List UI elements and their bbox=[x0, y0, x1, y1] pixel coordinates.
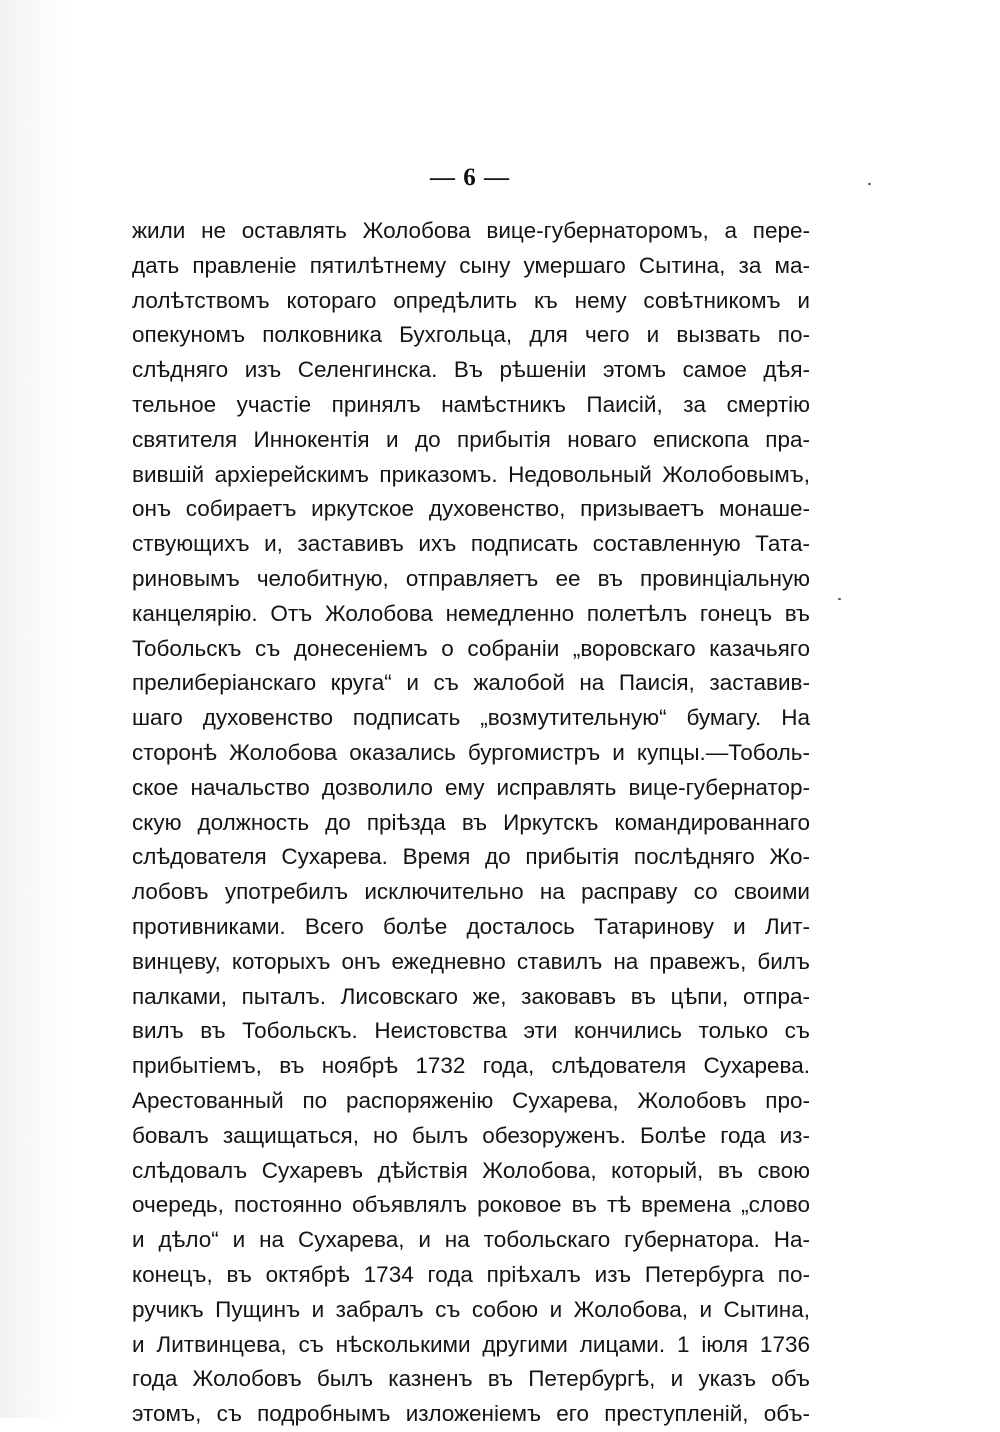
text-line: слѣдователя Сухарева. Время до прибытія послѣдняго Жо- bbox=[132, 844, 810, 870]
text-line: лолѣтствомъ котораго опредѣлить къ нему совѣтникомъ и bbox=[132, 287, 810, 313]
text-line: и дѣло“ и на Сухарева, и на тобольскаго губернатора. На- bbox=[132, 1227, 810, 1253]
text-line: скую должность до пріѣзда въ Иркутскъ командированнаго bbox=[132, 809, 810, 835]
text-line: палками, пыталъ. Лисовскаго же, заковавъ въ цѣпи, отпра- bbox=[132, 983, 810, 1009]
text-line: Арестованный по распоряженію Сухарева, Жолобовъ про- bbox=[132, 1087, 810, 1113]
text-line: года Жолобовъ былъ казненъ въ Петербургѣ, и указъ объ bbox=[132, 1366, 810, 1392]
scan-speck bbox=[868, 183, 871, 185]
text-line: риновымъ челобитную, отправляетъ ее въ провинціальную bbox=[132, 565, 810, 591]
text-line: сторонѣ Жолобова оказались бургомистръ и купцы.—Тоболь- bbox=[132, 739, 810, 765]
text-line: слѣдовалъ Сухаревъ дѣйствія Жолобова, который, въ свою bbox=[132, 1157, 810, 1183]
scan-speck bbox=[838, 598, 841, 600]
text-line: противниками. Всего болѣе досталось Татаринову и Лит- bbox=[132, 913, 810, 939]
text-line: очередь, постоянно объявлялъ роковое въ тѣ времена „слово bbox=[132, 1192, 810, 1218]
text-line: лобовъ употребилъ исключительно на расправу со своими bbox=[132, 879, 810, 905]
text-line: вилъ въ Тобольскъ. Неистовства эти кончились только съ bbox=[132, 1018, 810, 1044]
text-line: шаго духовенство подписать „возмутительную“ бумагу. На bbox=[132, 705, 810, 731]
text-line: ручикъ Пущинъ и забралъ съ собою и Жолобова, и Сытина, bbox=[132, 1296, 810, 1322]
text-line: опекуномъ полковника Бухгольца, для чего и вызвать по- bbox=[132, 322, 810, 348]
text-line: конецъ, въ октябрѣ 1734 года пріѣхалъ изъ Петербурга по- bbox=[132, 1261, 810, 1287]
text-line: прибытіемъ, въ ноябрѣ 1732 года, слѣдователя Сухарева. bbox=[132, 1053, 810, 1079]
text-line: дать правленіе пятилѣтнему сыну умершаго Сытина, за ма- bbox=[132, 252, 810, 278]
text-line: прелиберіанскаго круга“ и съ жалобой на Паисія, заставив- bbox=[132, 670, 810, 696]
text-line: слѣдняго изъ Селенгинска. Въ рѣшеніи этомъ самое дѣя- bbox=[132, 357, 810, 383]
text-line: вившій архіерейскимъ приказомъ. Недовольный Жолобовымъ, bbox=[132, 461, 810, 487]
text-line: этомъ, съ подробнымъ изложеніемъ его преступленій, объ- bbox=[132, 1401, 810, 1427]
page-edge-shadow bbox=[0, 0, 70, 1418]
text-line: жили не оставлять Жолобова вице-губернаторомъ, а пере- bbox=[132, 218, 810, 243]
text-line: ствующихъ и, заставивъ ихъ подписать составленную Тата- bbox=[132, 531, 810, 557]
text-line: Тобольскъ съ донесеніемъ о собраніи „воровскаго казачьяго bbox=[132, 635, 810, 661]
text-line: ское начальство дозволило ему исправлять вице-губернатор- bbox=[132, 774, 810, 800]
text-line: винцеву, которыхъ онъ ежедневно ставилъ на правежъ, билъ bbox=[132, 948, 810, 974]
body-text bbox=[132, 214, 810, 1432]
text-line: канцелярію. Отъ Жолобова немедленно полетѣлъ гонецъ въ bbox=[132, 600, 810, 626]
text-line: святителя Иннокентія и до прибытія новаго епископа пра- bbox=[132, 426, 810, 452]
text-line: онъ собираетъ иркутское духовенство, призываетъ монаше- bbox=[132, 496, 810, 522]
text-line: тельное участіе принялъ намѣстникъ Паисій, за смертію bbox=[132, 391, 810, 417]
page-number: — 6 — bbox=[430, 164, 510, 191]
text-line: бовалъ защищаться, но былъ обезоруженъ. Болѣе года из- bbox=[132, 1122, 810, 1148]
text-line: и Литвинцева, съ нѣсколькими другими лицами. 1 іюля 1736 bbox=[132, 1331, 810, 1357]
